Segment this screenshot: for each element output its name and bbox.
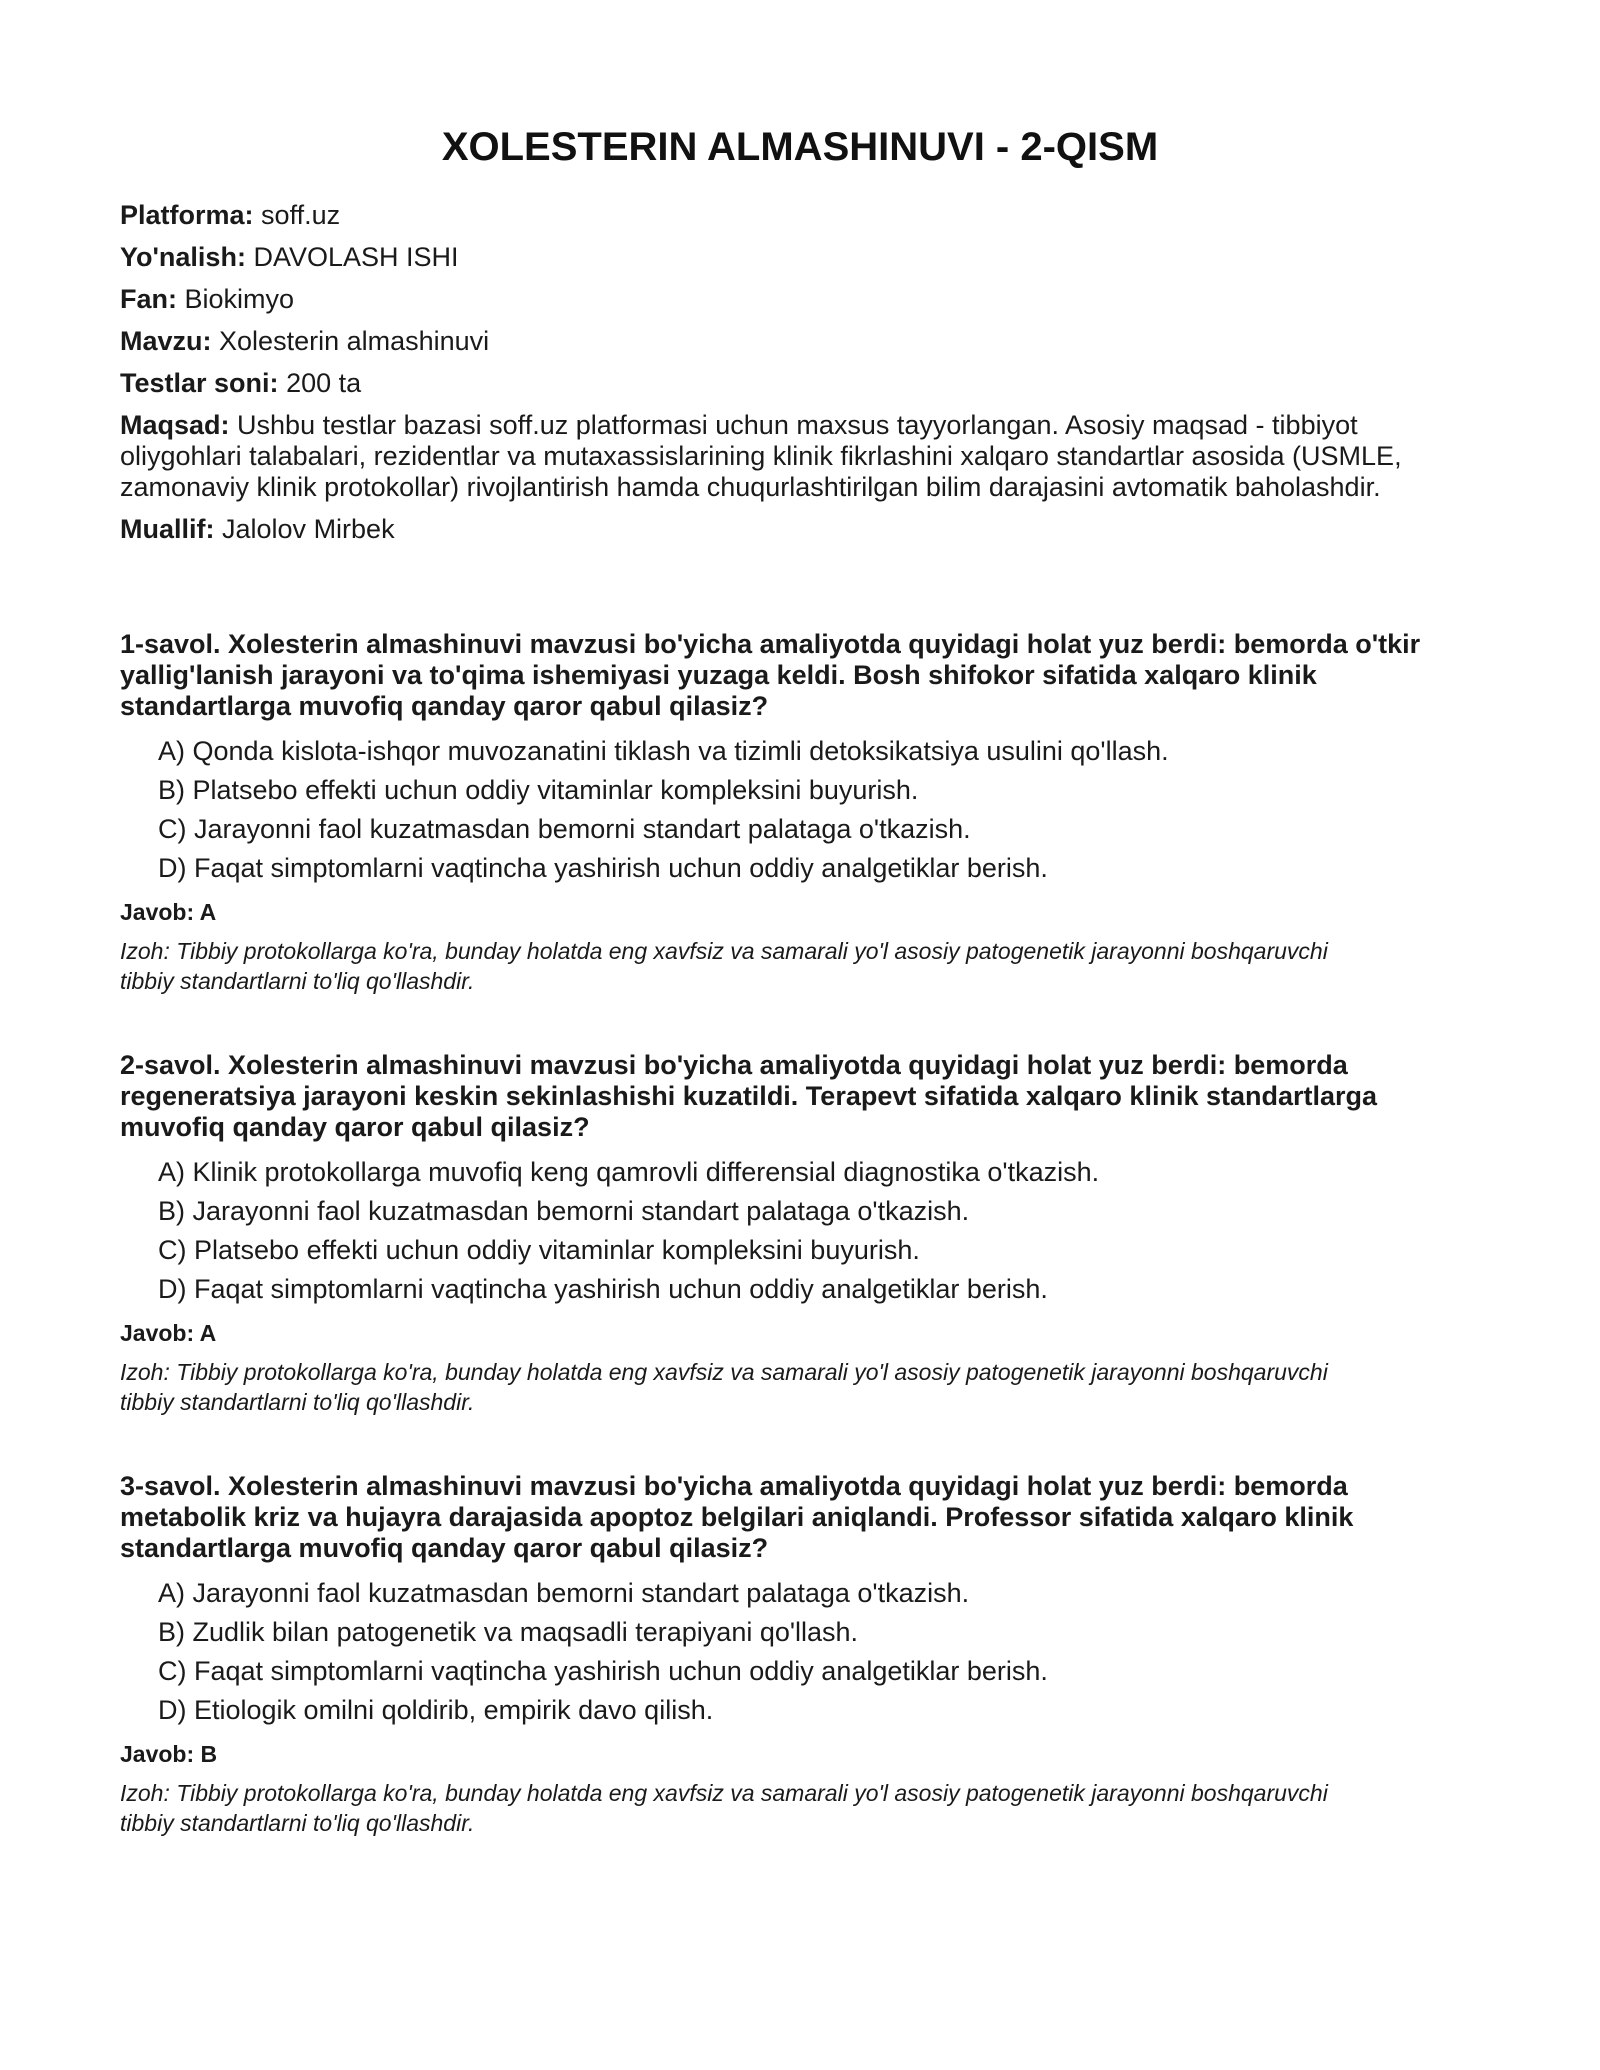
- question-2: [120, 1050, 1480, 1417]
- meta-value: 200 ta: [286, 368, 362, 398]
- option-c: C) Platsebo effekti uchun oddiy vitaminlar kompleksini buyurish.: [158, 1235, 920, 1265]
- meta-label: Platforma:: [120, 200, 254, 230]
- correct-answer: Javob: B: [120, 1741, 218, 1767]
- meta-value: DAVOLASH ISHI: [253, 242, 459, 272]
- question-list: [120, 629, 1480, 1838]
- option-a: A) Klinik protokollarga muvofiq keng qamrovli differensial diagnostika o'tkazish.: [158, 1157, 1100, 1187]
- meta-label: Yo'nalish:: [120, 242, 246, 272]
- option-b: B) Zudlik bilan patogenetik va maqsadli terapiyani qo'llash.: [158, 1617, 859, 1647]
- meta-value: Xolesterin almashinuvi: [219, 326, 490, 356]
- meta-platform: [120, 200, 1480, 231]
- meta-label: Testlar soni:: [120, 368, 279, 398]
- option-d: D) Faqat simptomlarni vaqtincha yashirish uchun oddiy analgetiklar berish.: [158, 853, 1048, 883]
- option-b: B) Jarayonni faol kuzatmasdan bemorni standart palataga o'tkazish.: [158, 1196, 970, 1226]
- meta-value: Biokimyo: [184, 284, 295, 314]
- question-text: 1-savol. Xolesterin almashinuvi mavzusi bo'yicha amaliyotda quyidagi holat yuz berdi: bemorda o'tkir yallig'lanish jarayoni va to'qima ishemiyasi yuzaga keldi. Bosh shifokor sifatida xalqaro klinik standartlarga muvofiq qanday qaror qabul qilasiz?: [120, 629, 1421, 721]
- option-a: A) Qonda kislota-ishqor muvozanatini tiklash va tizimli detoksikatsiya usulini qo'llash.: [158, 736, 1169, 766]
- question-1: [120, 629, 1480, 996]
- meta-value: soff.uz: [261, 200, 341, 230]
- meta-subject: [120, 284, 1480, 315]
- answer-options: [120, 736, 1480, 884]
- meta-direction: [120, 242, 1480, 273]
- option-a: A) Jarayonni faol kuzatmasdan bemorni standart palataga o'tkazish.: [158, 1578, 970, 1608]
- page-title: XOLESTERIN ALMASHINUVI - 2-QISM: [441, 125, 1159, 169]
- correct-answer: Javob: A: [120, 1320, 217, 1346]
- meta-value: Ushbu testlar bazasi soff.uz platformasi uchun maxsus tayyorlangan. Asosiy maqsad - tibbiyot oliygohlari talabalari, rezidentlar va mutaxassislarining klinik fikrlashini xalqaro standartlar asosida (USMLE, zamonaviy klinik protokollar) rivojlantirish hamda chuqurlashtirilgan bilim darajasini avtomatik baholashdir.: [120, 410, 1402, 502]
- answer-explanation: Izoh: Tibbiy protokollarga ko'ra, bunday holatda eng xavfsiz va samarali yo'l asosiy patogenetik jarayonni boshqaruvchi tibbiy standartlarni to'liq qo'llashdir.: [120, 1780, 1328, 1836]
- document-meta: [120, 200, 1480, 545]
- meta-label: Mavzu:: [120, 326, 212, 356]
- question-3: [120, 1471, 1480, 1838]
- meta-test-count: [120, 368, 1480, 399]
- meta-label: Fan:: [120, 284, 177, 314]
- option-d: D) Faqat simptomlarni vaqtincha yashirish uchun oddiy analgetiklar berish.: [158, 1274, 1048, 1304]
- meta-label: Maqsad:: [120, 410, 230, 440]
- answer-explanation: Izoh: Tibbiy protokollarga ko'ra, bunday holatda eng xavfsiz va samarali yo'l asosiy patogenetik jarayonni boshqaruvchi tibbiy standartlarni to'liq qo'llashdir.: [120, 1359, 1328, 1415]
- question-text: 2-savol. Xolesterin almashinuvi mavzusi bo'yicha amaliyotda quyidagi holat yuz berdi: bemorda regeneratsiya jarayoni keskin sekinlashishi kuzatildi. Terapevt sifatida xalqaro klinik standartlarga muvofiq qanday qaror qabul qilasiz?: [120, 1050, 1378, 1142]
- option-d: D) Etiologik omilni qoldirib, empirik davo qilish.: [158, 1695, 714, 1725]
- option-c: C) Jarayonni faol kuzatmasdan bemorni standart palataga o'tkazish.: [158, 814, 971, 844]
- meta-purpose: [120, 410, 1480, 503]
- correct-answer: Javob: A: [120, 899, 217, 925]
- meta-value: Jalolov Mirbek: [222, 514, 395, 544]
- answer-options: [120, 1157, 1480, 1305]
- meta-topic: [120, 326, 1480, 357]
- answer-options: [120, 1578, 1480, 1726]
- answer-explanation: Izoh: Tibbiy protokollarga ko'ra, bunday holatda eng xavfsiz va samarali yo'l asosiy patogenetik jarayonni boshqaruvchi tibbiy standartlarni to'liq qo'llashdir.: [120, 938, 1328, 994]
- document-page: [120, 0, 1480, 1892]
- meta-label: Muallif:: [120, 514, 215, 544]
- meta-author: [120, 514, 1480, 545]
- option-b: B) Platsebo effekti uchun oddiy vitaminlar kompleksini buyurish.: [158, 775, 919, 805]
- option-c: C) Faqat simptomlarni vaqtincha yashirish uchun oddiy analgetiklar berish.: [158, 1656, 1048, 1686]
- question-text: 3-savol. Xolesterin almashinuvi mavzusi bo'yicha amaliyotda quyidagi holat yuz berdi: bemorda metabolik kriz va hujayra darajasida apoptoz belgilari aniqlandi. Professor sifatida xalqaro klinik standartlarga muvofiq qanday qaror qabul qilasiz?: [120, 1471, 1354, 1563]
